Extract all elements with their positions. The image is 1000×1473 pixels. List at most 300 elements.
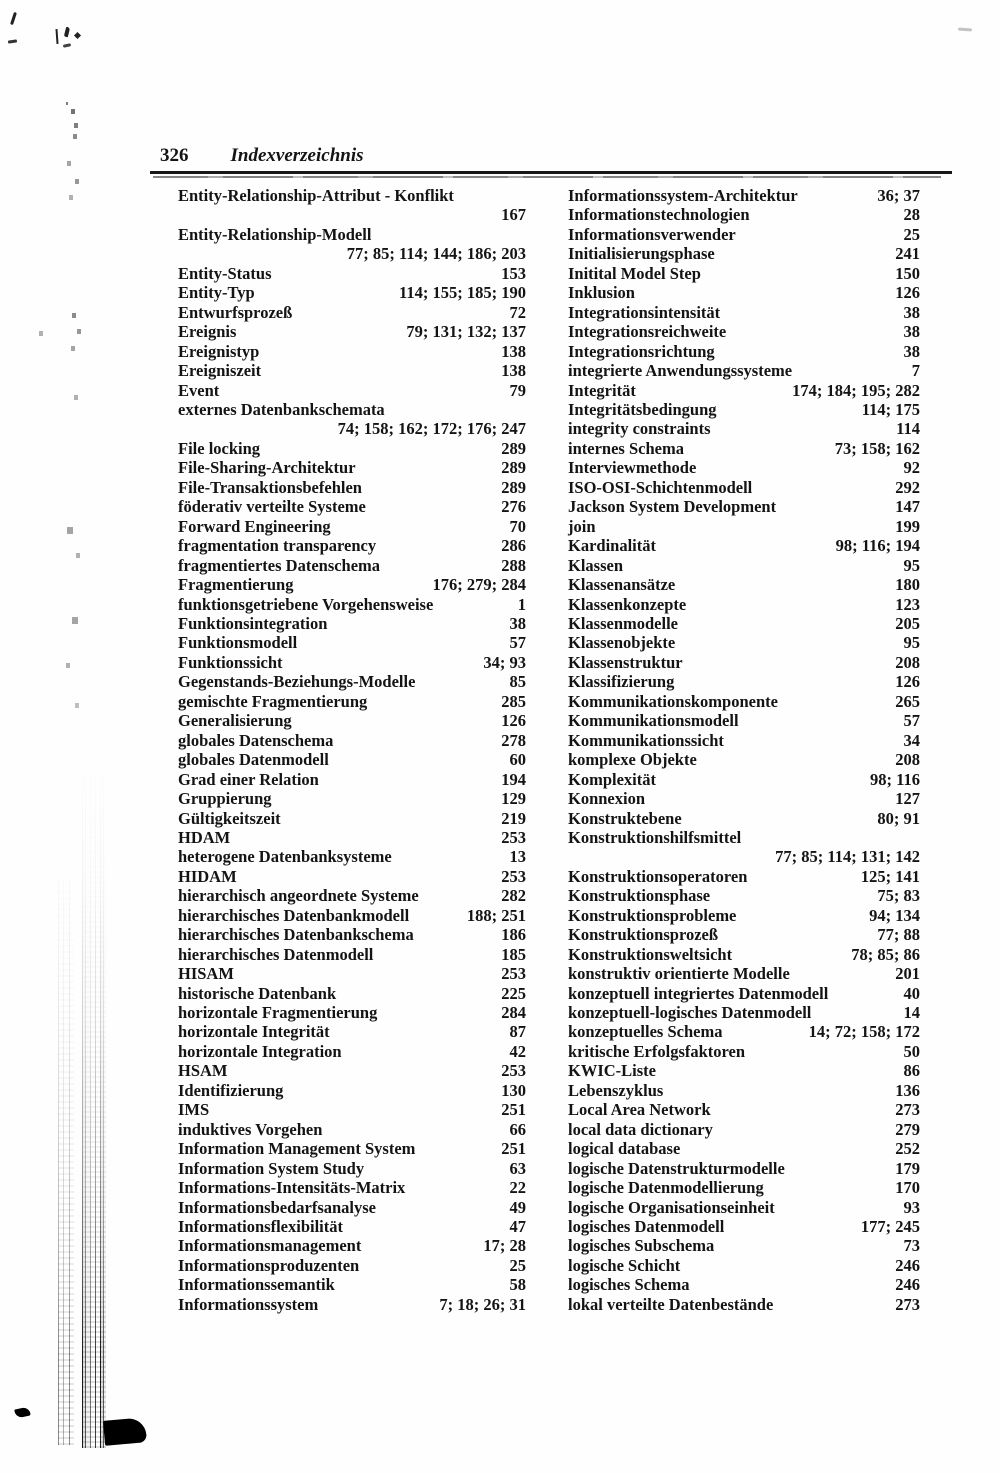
scan-artifact-speck-trail [66, 102, 68, 105]
index-page-numbers: 85 [509, 672, 526, 692]
index-page-numbers: 127 [895, 789, 920, 809]
index-page-numbers: 7 [911, 361, 920, 381]
index-term: ISO-OSI-Schichtenmodell [568, 477, 753, 497]
index-entry [568, 672, 920, 691]
index-term: Gegenstands-Beziehungs-Modelle [178, 672, 416, 692]
index-page-numbers: 94; 134 [869, 905, 920, 925]
index-term: join [568, 516, 596, 536]
index-entry [178, 867, 526, 886]
index-term: Entwurfsprozeß [178, 302, 293, 322]
index-page-numbers: 126 [895, 283, 920, 303]
index-page-numbers: 208 [895, 750, 920, 770]
index-page-numbers: 170 [895, 1178, 920, 1198]
index-page-numbers: 126 [895, 672, 920, 692]
index-term: Konstruktionsphase [568, 886, 711, 906]
index-page-numbers: 292 [895, 477, 920, 497]
index-term: horizontale Fragmentierung [178, 1003, 378, 1023]
index-term: globales Datenmodell [178, 750, 329, 770]
index-page-numbers: 92 [903, 458, 920, 478]
index-term: Entity-Typ [178, 283, 255, 303]
index-entry [178, 575, 526, 594]
index-entry [178, 283, 526, 302]
index-entry [178, 964, 526, 983]
index-page-numbers: 251 [501, 1100, 526, 1120]
index-entry [568, 906, 920, 925]
scan-artifact-ink-blob [103, 1417, 147, 1446]
index-page-numbers: 289 [501, 438, 526, 458]
index-page-numbers: 95 [903, 633, 920, 653]
index-term: Konnexion [568, 789, 646, 809]
index-page-numbers: 279 [895, 1119, 920, 1139]
index-term: Information Management System [178, 1139, 416, 1159]
index-term: globales Datenschema [178, 730, 334, 750]
index-page-numbers: 75; 83 [877, 886, 920, 906]
index-page-numbers: 276 [501, 497, 526, 517]
index-term: gemischte Fragmentierung [178, 691, 368, 711]
index-page-numbers: 129 [501, 789, 526, 809]
index-page-numbers: 205 [895, 613, 920, 633]
index-entry [178, 225, 526, 264]
index-entry [568, 244, 920, 263]
index-term: integrierte Anwendungssysteme [568, 361, 793, 381]
index-entry [568, 1042, 920, 1061]
index-page-numbers: 36; 37 [877, 186, 920, 205]
index-term: Funktionssicht [178, 652, 283, 672]
index-entry [178, 809, 526, 828]
index-page-numbers: 253 [501, 1061, 526, 1081]
index-page-numbers: 73 [903, 1236, 920, 1256]
index-page-numbers: 147 [895, 497, 920, 517]
index-entry [568, 770, 920, 789]
index-page-numbers: 38 [509, 613, 526, 633]
index-term: fragmentation transparency [178, 536, 377, 556]
index-entry [568, 1236, 920, 1255]
index-page-numbers: 47 [509, 1217, 526, 1237]
scan-artifact-fade [52, 755, 112, 1355]
index-page-numbers: 77; 85; 114; 144; 186; 203 [346, 244, 526, 264]
index-term: Kommunikationssicht [568, 730, 724, 750]
index-term: integrity constraints [568, 419, 711, 439]
index-term: Konstruktebene [568, 808, 682, 828]
index-term: HISAM [178, 964, 234, 984]
index-entry [568, 439, 920, 458]
index-page-numbers: 251 [501, 1139, 526, 1159]
index-entry [178, 1178, 526, 1197]
index-entry [568, 1003, 920, 1022]
index-page-numbers: 153 [501, 263, 526, 283]
index-term: Kardinalität [568, 536, 657, 556]
index-term: File locking [178, 438, 261, 458]
index-entry [568, 925, 920, 944]
index-page-numbers: 98; 116; 194 [835, 536, 920, 556]
index-term: konstruktiv orientierte Modelle [568, 964, 790, 984]
index-entry [568, 1159, 920, 1178]
index-term: föderativ verteilte Systeme [178, 497, 366, 517]
index-page-numbers: 114; 175 [861, 399, 920, 419]
index-entry [178, 322, 526, 341]
index-page-numbers: 289 [501, 477, 526, 497]
index-term: Klassenobjekte [568, 633, 676, 653]
index-term: Integritätsbedingung [568, 399, 717, 419]
index-term: logische Datenstrukturmodelle [568, 1158, 785, 1178]
index-page-numbers: 70 [509, 516, 526, 536]
index-term: konzeptuell integriertes Datenmodell [568, 983, 829, 1003]
index-page-numbers: 38 [903, 322, 920, 342]
index-entry [568, 945, 920, 964]
index-page-numbers: 38 [903, 302, 920, 322]
index-term: Klassen [568, 555, 624, 575]
index-term: funktionsgetriebene Vorgehensweise [178, 594, 434, 614]
index-entry [178, 711, 526, 730]
index-entry [568, 497, 920, 516]
scan-artifact-mark [63, 43, 71, 48]
index-term: HDAM [178, 827, 231, 847]
index-entry [178, 556, 526, 575]
index-term: horizontale Integrität [178, 1022, 330, 1042]
index-term: local data dictionary [568, 1119, 713, 1139]
index-page-numbers: 95 [903, 555, 920, 575]
index-term: Kommunikationskomponente [568, 691, 778, 711]
index-term: horizontale Integration [178, 1041, 342, 1061]
index-page-numbers: 252 [895, 1139, 920, 1159]
index-term: Informationsbedarfsanalyse [178, 1197, 377, 1217]
index-page-numbers: 126 [501, 711, 526, 731]
index-entry [568, 575, 920, 594]
index-entry [178, 1061, 526, 1080]
index-body [178, 186, 920, 1314]
index-entry [568, 1081, 920, 1100]
index-entry [178, 789, 526, 808]
index-term: lokal verteilte Datenbestände [568, 1294, 774, 1314]
index-entry [568, 361, 920, 380]
index-entry [568, 1295, 920, 1314]
index-term: Klassenmodelle [568, 613, 678, 633]
index-entry [178, 1256, 526, 1275]
index-term: logisches Datenmodell [568, 1217, 725, 1237]
index-term: Gültigkeitszeit [178, 808, 281, 828]
index-entry [178, 1198, 526, 1217]
index-entry [568, 809, 920, 828]
index-term: File-Sharing-Architektur [178, 458, 356, 478]
index-entry [568, 517, 920, 536]
index-term: logisches Subschema [568, 1236, 715, 1256]
index-page-numbers: 285 [501, 691, 526, 711]
index-term: Inklusion [568, 283, 635, 303]
index-term: Konstruktionsprobleme [568, 905, 737, 925]
scan-artifact-ink-mark [14, 1407, 31, 1419]
index-entry [568, 633, 920, 652]
index-entry [178, 439, 526, 458]
index-term: logisches Schema [568, 1275, 690, 1295]
index-entry [178, 692, 526, 711]
index-page-numbers: 77; 88 [877, 925, 920, 945]
index-page-numbers: 80; 91 [877, 808, 920, 828]
scan-artifact-mark [55, 29, 58, 44]
scan-artifact-mark [10, 12, 17, 25]
index-page-numbers: 199 [895, 516, 920, 536]
index-term: logische Datenmodellierung [568, 1178, 764, 1198]
index-entry [178, 186, 526, 225]
index-term: Ereignistyp [178, 341, 260, 361]
index-term: Informations-Intensitäts-Matrix [178, 1178, 406, 1198]
index-term: Kommunikationsmodell [568, 711, 739, 731]
index-term: Lebenszyklus [568, 1080, 664, 1100]
header-rule [150, 171, 952, 174]
page-number: 326 [160, 145, 189, 166]
index-page-numbers: 63 [509, 1158, 526, 1178]
index-left-column [178, 186, 526, 1314]
index-term: Initialisierungsphase [568, 244, 715, 264]
index-right-column [568, 186, 920, 1314]
index-page-numbers: 253 [501, 827, 526, 847]
index-page-numbers: 13 [509, 847, 526, 867]
index-term: Konstruktionsweltsicht [568, 944, 733, 964]
index-entry [178, 361, 526, 380]
index-entry [568, 303, 920, 322]
index-entry [568, 789, 920, 808]
index-entry [178, 1022, 526, 1041]
index-page-numbers: 246 [895, 1255, 920, 1275]
index-page-numbers: 180 [895, 575, 920, 595]
index-page-numbers: 57 [509, 633, 526, 653]
index-entry [178, 925, 526, 944]
index-term: Jackson System Development [568, 497, 777, 517]
index-term: Fragmentierung [178, 575, 294, 595]
index-page-numbers: 136 [895, 1080, 920, 1100]
index-page-numbers: 219 [501, 808, 526, 828]
index-term: Klassenstruktur [568, 652, 683, 672]
index-page-numbers: 77; 85; 114; 131; 142 [775, 847, 920, 867]
index-page-numbers: 114 [896, 419, 920, 439]
index-page-numbers: 14 [903, 1003, 920, 1023]
index-entry [178, 731, 526, 750]
index-entry [178, 672, 526, 691]
index-page-numbers: 288 [501, 555, 526, 575]
index-term: internes Schema [568, 438, 684, 458]
index-term: Komplexität [568, 769, 656, 789]
index-entry [178, 1275, 526, 1294]
index-page-numbers: 49 [509, 1197, 526, 1217]
index-entry [178, 1100, 526, 1119]
index-page-numbers: 150 [895, 263, 920, 283]
index-entry [178, 458, 526, 477]
index-term: Ereignis [178, 322, 237, 342]
index-term: kritische Erfolgsfaktoren [568, 1041, 746, 1061]
index-term: fragmentiertes Datenschema [178, 555, 381, 575]
index-term: Local Area Network [568, 1100, 711, 1120]
index-page-numbers: 174; 184; 195; 282 [792, 380, 920, 400]
index-term: Ereigniszeit [178, 361, 262, 381]
index-page-numbers: 278 [501, 730, 526, 750]
index-entry [568, 653, 920, 672]
scan-artifact-mark [74, 32, 81, 39]
index-page-numbers: 286 [501, 536, 526, 556]
index-term: HIDAM [178, 866, 237, 886]
index-entry [568, 750, 920, 769]
index-page-numbers: 241 [895, 244, 920, 264]
index-entry [568, 322, 920, 341]
page-header [160, 144, 952, 168]
index-entry [568, 1100, 920, 1119]
index-page-numbers: 225 [501, 983, 526, 1003]
index-page-numbers: 284 [501, 1003, 526, 1023]
index-page-numbers: 177; 245 [860, 1217, 920, 1237]
index-entry [568, 556, 920, 575]
index-term: Informationstechnologien [568, 205, 750, 225]
index-page-numbers: 289 [501, 458, 526, 478]
index-entry [178, 381, 526, 400]
index-entry [178, 1159, 526, 1178]
index-page-numbers: 25 [903, 224, 920, 244]
index-term: Konstruktionsprozeß [568, 925, 719, 945]
index-entry [568, 1198, 920, 1217]
index-page-numbers: 25 [509, 1255, 526, 1275]
index-page-numbers: 265 [895, 691, 920, 711]
index-page-numbers: 176; 279; 284 [432, 575, 526, 595]
index-term: Generalisierung [178, 711, 292, 731]
index-entry [568, 264, 920, 283]
index-entry [568, 964, 920, 983]
index-page-numbers: 201 [895, 964, 920, 984]
index-entry [178, 517, 526, 536]
index-entry [568, 984, 920, 1003]
index-term: Forward Engineering [178, 516, 331, 536]
index-entry [568, 536, 920, 555]
index-entry [178, 1081, 526, 1100]
index-term: Grad einer Relation [178, 769, 319, 789]
index-page-numbers: 79 [509, 380, 526, 400]
index-term: Integrationsreichweite [568, 322, 727, 342]
index-page-numbers: 34 [903, 730, 920, 750]
page-title: Indexverzeichnis [230, 145, 364, 166]
index-entry [178, 614, 526, 633]
index-term: konzeptuelles Schema [568, 1022, 723, 1042]
index-entry [178, 595, 526, 614]
index-term: Entity-Relationship-Attribut - Konflikt [178, 186, 454, 205]
index-entry [568, 283, 920, 302]
index-page-numbers: 179 [895, 1158, 920, 1178]
scan-artifact-mark [958, 28, 972, 32]
index-entry [178, 828, 526, 847]
index-term: Funktionsintegration [178, 613, 328, 633]
index-entry [568, 225, 920, 244]
index-entry [568, 381, 920, 400]
index-page-numbers: 73; 158; 162 [834, 438, 920, 458]
index-page-numbers: 42 [509, 1041, 526, 1061]
index-term: Informationsflexibilität [178, 1217, 343, 1237]
index-entry [568, 711, 920, 730]
index-page-numbers: 273 [895, 1100, 920, 1120]
index-page-numbers: 93 [903, 1197, 920, 1217]
index-page-numbers: 22 [509, 1178, 526, 1198]
index-term: logische Organisationseinheit [568, 1197, 775, 1217]
index-term: heterogene Datenbanksysteme [178, 847, 392, 867]
index-entry [178, 1236, 526, 1255]
index-page-numbers: 78; 85; 86 [851, 944, 920, 964]
index-page-numbers: 1 [517, 594, 526, 614]
index-entry [568, 478, 920, 497]
index-term: hierarchisches Datenbankschema [178, 925, 414, 945]
index-entry [568, 828, 920, 867]
index-term: Initital Model Step [568, 263, 701, 283]
index-entry [568, 186, 920, 205]
index-entry [568, 595, 920, 614]
index-page-numbers: 58 [509, 1275, 526, 1295]
index-page-numbers: 40 [903, 983, 920, 1003]
index-entry [568, 342, 920, 361]
index-term: Integrationsintensität [568, 302, 721, 322]
index-term: Identifizierung [178, 1080, 284, 1100]
index-entry [568, 1256, 920, 1275]
index-page-numbers: 253 [501, 964, 526, 984]
index-entry [178, 1042, 526, 1061]
index-page-numbers: 50 [903, 1041, 920, 1061]
index-term: Informationsmanagement [178, 1236, 362, 1256]
index-page-numbers: 66 [509, 1119, 526, 1139]
index-entry [178, 945, 526, 964]
index-entry [178, 497, 526, 516]
index-entry [178, 1003, 526, 1022]
scan-artifact-mark [8, 39, 17, 43]
index-entry [178, 984, 526, 1003]
index-term: Informationssemantik [178, 1275, 335, 1295]
index-page-numbers: 38 [903, 341, 920, 361]
index-term: logical database [568, 1139, 681, 1159]
index-term: induktives Vorgehen [178, 1119, 323, 1139]
index-page-numbers: 125; 141 [860, 866, 920, 886]
index-entry [178, 653, 526, 672]
index-entry [568, 614, 920, 633]
index-term: hierarchisches Datenbankmodell [178, 905, 410, 925]
index-entry [568, 1022, 920, 1041]
index-page-numbers: 79; 131; 132; 137 [406, 322, 526, 342]
index-entry [178, 1139, 526, 1158]
index-entry [568, 458, 920, 477]
index-page-numbers: 185 [501, 944, 526, 964]
index-term: Klassenansätze [568, 575, 676, 595]
index-term: Entity-Status [178, 263, 272, 283]
index-entry [568, 1178, 920, 1197]
index-entry [568, 1061, 920, 1080]
index-term: Informationssystem-Architektur [568, 186, 798, 205]
index-term: KWIC-Liste [568, 1061, 656, 1081]
index-entry [178, 1217, 526, 1236]
index-page-numbers: 246 [895, 1275, 920, 1295]
index-page-numbers: 186 [501, 925, 526, 945]
index-term: Klassenkonzepte [568, 594, 687, 614]
index-term: historische Datenbank [178, 983, 337, 1003]
index-entry [568, 1275, 920, 1294]
index-term: hierarchisch angeordnete Systeme [178, 886, 419, 906]
index-entry [568, 1217, 920, 1236]
index-term: Gruppierung [178, 789, 272, 809]
index-page-numbers: 208 [895, 652, 920, 672]
index-page-numbers: 98; 116 [870, 769, 920, 789]
index-term: Informationsproduzenten [178, 1255, 360, 1275]
index-page-numbers: 273 [895, 1294, 920, 1314]
index-term: komplexe Objekte [568, 750, 697, 770]
index-term: HSAM [178, 1061, 228, 1081]
index-entry [178, 478, 526, 497]
index-entry [568, 1139, 920, 1158]
index-entry [568, 886, 920, 905]
index-term: Integrationsrichtung [568, 341, 715, 361]
index-entry [178, 1120, 526, 1139]
index-page-numbers: 138 [501, 341, 526, 361]
index-page-numbers: 57 [903, 711, 920, 731]
index-page-numbers: 188; 251 [466, 905, 526, 925]
index-entry [568, 1120, 920, 1139]
